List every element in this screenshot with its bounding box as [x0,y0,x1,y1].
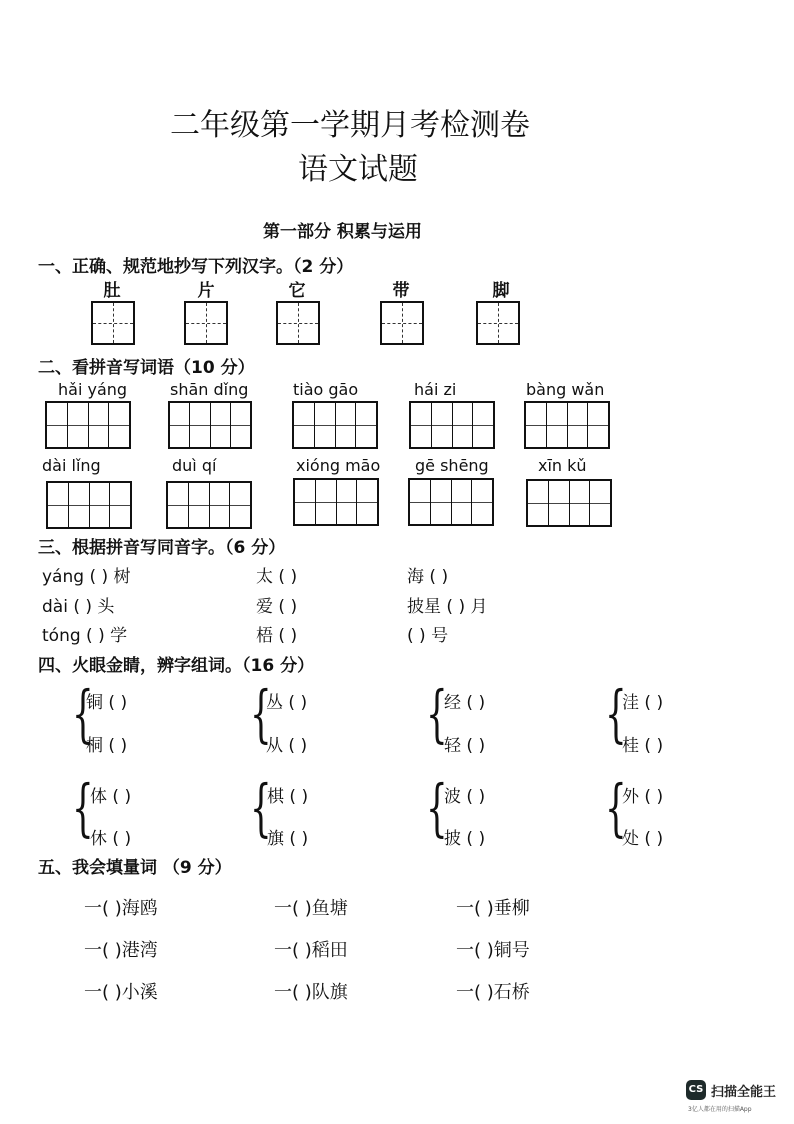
char-pair-bottom: 桐 ( ) [86,736,128,756]
scanner-logo-icon: CS [686,1080,706,1100]
char-pair-top: 棋 ( ) [267,787,309,807]
char-pair-bottom: 旗 ( ) [267,829,309,849]
homophone-item: ( ) 号 [407,626,449,646]
writing-grid-box[interactable] [276,301,320,345]
char-pair-bottom: 从 ( ) [266,736,308,756]
part-heading: 第一部分 积累与运用 [263,222,422,242]
pinyin-prompt: gē shēng [415,456,489,475]
homophone-item: tóng ( ) 学 [42,626,128,646]
char-pair-top: 丛 ( ) [266,693,308,713]
word-answer-grid[interactable] [409,401,495,449]
brace-icon: { [426,677,448,750]
measure-word-item: 一( )港湾 [84,940,158,961]
word-answer-grid[interactable] [292,401,378,449]
copy-char: 脚 [492,281,510,301]
homophone-item: yáng ( ) 树 [42,567,131,587]
copy-char: 肚 [103,281,121,301]
measure-word-item: 一( )石桥 [456,982,530,1003]
char-pair-bottom: 处 ( ) [622,829,664,849]
char-pair-bottom: 桂 ( ) [622,736,664,756]
measure-word-item: 一( )稻田 [274,940,348,961]
char-pair-top: 洼 ( ) [622,693,664,713]
pinyin-prompt: duì qí [172,456,217,475]
pinyin-prompt: xīn kǔ [538,456,587,475]
brace-icon: { [426,771,448,844]
measure-word-item: 一( )队旗 [274,982,348,1003]
homophone-item: 披星 ( ) 月 [407,597,488,617]
word-answer-grid[interactable] [526,479,612,527]
copy-char: 片 [197,281,215,301]
pinyin-prompt: xióng māo [296,456,381,475]
section-1-heading: 一、正确、规范地抄写下列汉字。（2 分） [38,257,354,277]
scanner-watermark [686,1080,786,1114]
homophone-item: 太 ( ) [256,567,298,587]
writing-grid-box[interactable] [476,301,520,345]
pinyin-prompt: bàng wǎn [526,380,605,399]
measure-word-item: 一( )海鸥 [84,898,158,919]
homophone-item: 梧 ( ) [256,626,298,646]
measure-word-item: 一( )垂柳 [456,898,530,919]
pinyin-prompt: tiào gāo [293,380,359,399]
word-answer-grid[interactable] [524,401,610,449]
char-pair-bottom: 休 ( ) [90,829,132,849]
exam-title: 二年级第一学期月考检测卷 [170,108,530,143]
measure-word-item: 一( )小溪 [84,982,158,1003]
brace-icon: { [72,771,94,844]
word-answer-grid[interactable] [46,481,132,529]
brace-icon: { [605,771,627,844]
word-answer-grid[interactable] [293,478,379,526]
char-pair-top: 铜 ( ) [86,693,128,713]
brace-icon: { [250,677,272,750]
homophone-item: 海 ( ) [407,567,449,587]
char-pair-top: 经 ( ) [444,693,486,713]
brace-icon: { [250,771,272,844]
section-5-heading: 五、我会填量词 （9 分） [38,858,232,878]
exam-subtitle: 语文试题 [298,152,418,187]
measure-word-item: 一( )鱼塘 [274,898,348,919]
scanner-app-name: 扫描全能王 [711,1085,777,1100]
word-answer-grid[interactable] [408,478,494,526]
char-pair-bottom: 轻 ( ) [444,736,486,756]
word-answer-grid[interactable] [45,401,131,449]
pinyin-prompt: dài lǐng [42,456,101,475]
char-pair-top: 体 ( ) [90,787,132,807]
pinyin-prompt: shān dǐng [170,380,249,399]
writing-grid-box[interactable] [184,301,228,345]
measure-word-item: 一( )铜号 [456,940,530,961]
writing-grid-box[interactable] [380,301,424,345]
homophone-item: dài ( ) 头 [42,597,115,617]
char-pair-top: 外 ( ) [622,787,664,807]
brace-icon: { [72,677,94,750]
char-pair-bottom: 披 ( ) [444,829,486,849]
copy-char: 它 [288,281,306,301]
scanner-tagline: 3亿人都在用的扫描App [688,1106,752,1113]
char-pair-top: 波 ( ) [444,787,486,807]
pinyin-prompt: hǎi yáng [58,380,128,399]
word-answer-grid[interactable] [166,481,252,529]
homophone-item: 爱 ( ) [256,597,298,617]
section-2-heading: 二、看拼音写词语（10 分） [38,358,255,378]
writing-grid-box[interactable] [91,301,135,345]
brace-icon: { [605,677,627,750]
section-3-heading: 三、根据拼音写同音字。（6 分） [38,538,286,558]
pinyin-prompt: hái zi [414,380,457,399]
word-answer-grid[interactable] [168,401,252,449]
copy-char: 带 [392,281,410,301]
section-4-heading: 四、火眼金睛，辨字组词。（16 分） [38,656,315,676]
